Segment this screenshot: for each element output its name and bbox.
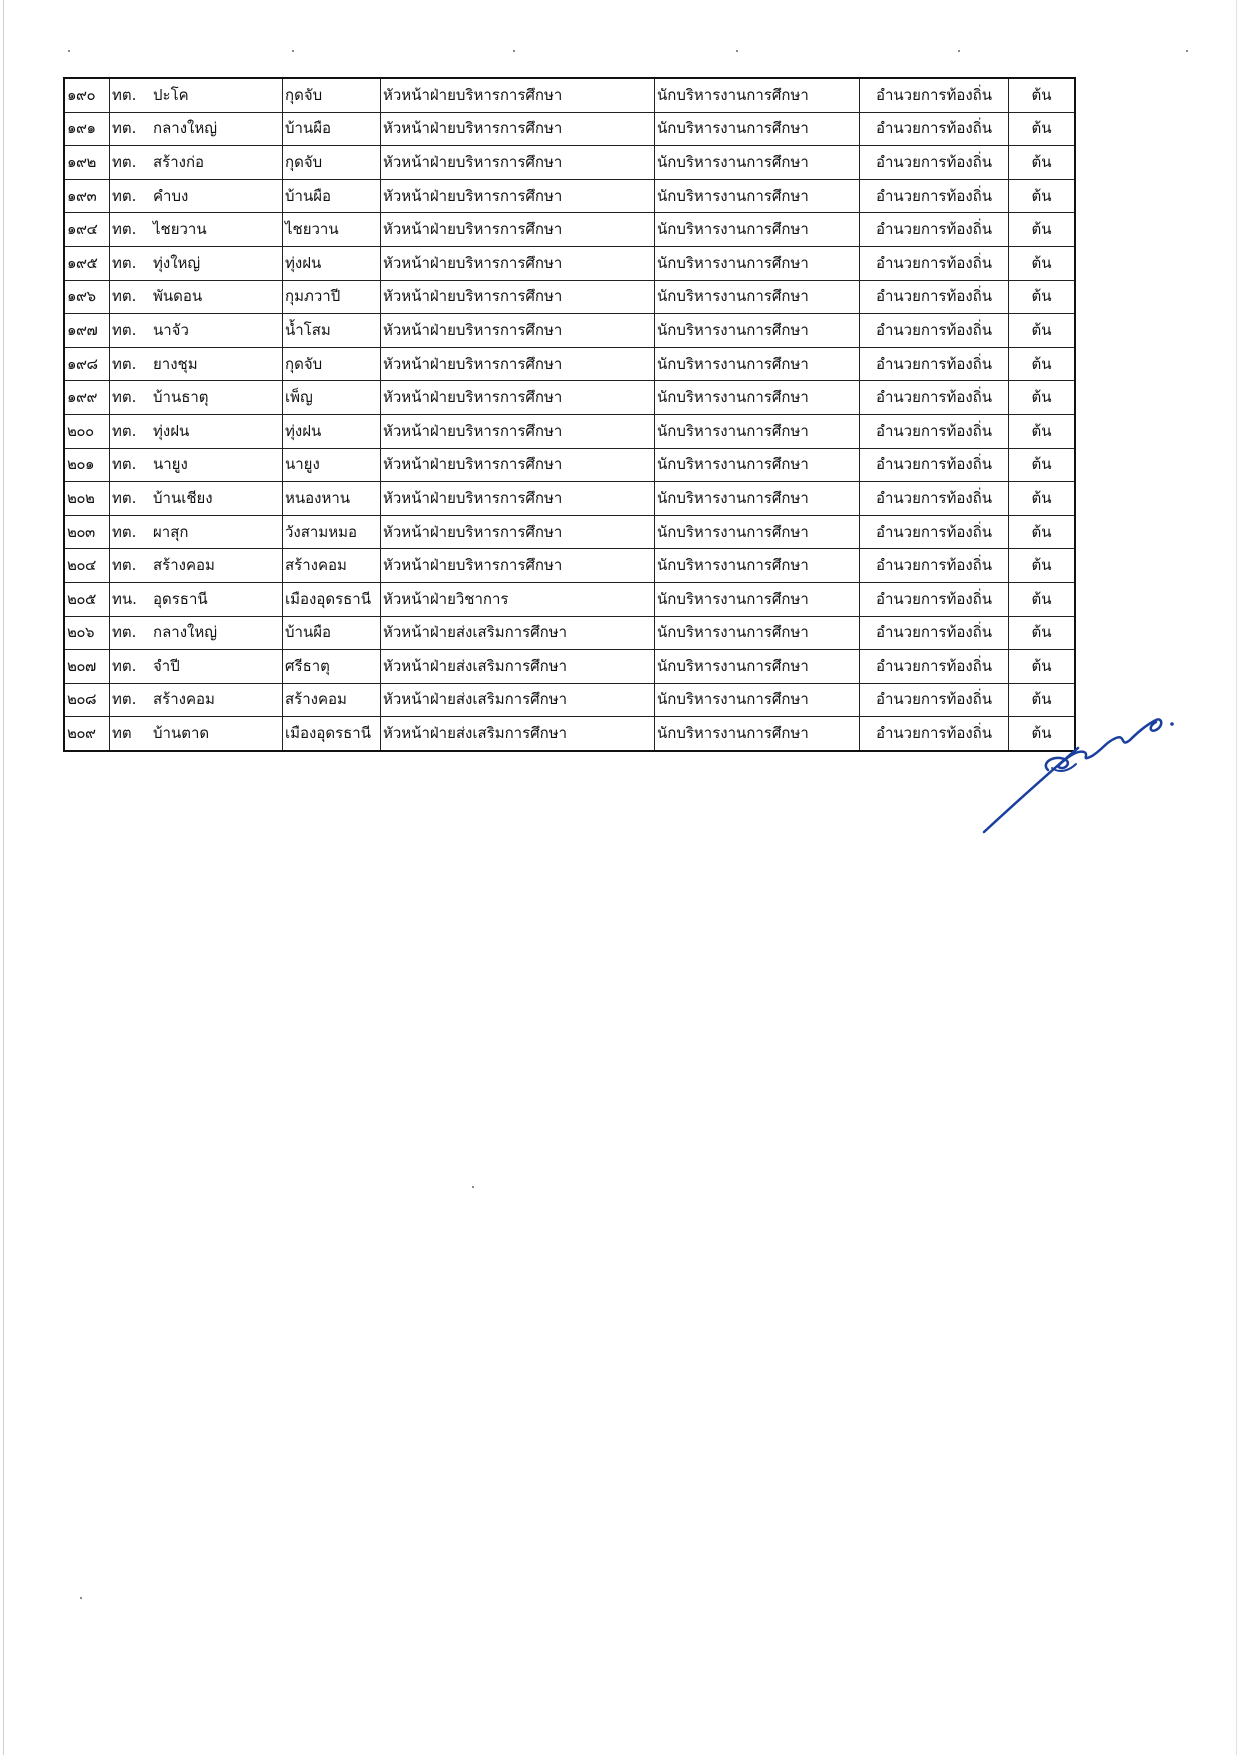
position-line-cell: นักบริหารงานการศึกษา <box>655 515 860 549</box>
position-level-cell: ต้น <box>1009 179 1076 213</box>
position-level-cell: ต้น <box>1009 650 1076 684</box>
scan-speck <box>1186 50 1188 52</box>
table-row <box>64 482 1075 516</box>
table-row <box>64 717 1075 751</box>
scan-speck <box>958 50 960 52</box>
row-number-cell: ๑๙๐ <box>64 78 110 112</box>
position-line-cell: นักบริหารงานการศึกษา <box>655 347 860 381</box>
position-level-cell: ต้น <box>1009 482 1076 516</box>
org-type-cell: ทต. <box>110 683 152 717</box>
position-level-cell: ต้น <box>1009 213 1076 247</box>
position-level-cell: ต้น <box>1009 582 1076 616</box>
org-type-cell: ทต. <box>110 549 152 583</box>
table-row <box>64 78 1075 112</box>
org-name-cell: สร้างก่อ <box>151 146 283 180</box>
position-group-cell: อำนวยการท้องถิ่น <box>860 650 1009 684</box>
position-line-cell: นักบริหารงานการศึกษา <box>655 213 860 247</box>
position-title-cell: หัวหน้าฝ่ายบริหารการศึกษา <box>381 213 655 247</box>
district-cell: หนองหาน <box>283 482 381 516</box>
position-title-cell: หัวหน้าฝ่ายบริหารการศึกษา <box>381 246 655 280</box>
org-name-cell: คำบง <box>151 179 283 213</box>
table-row <box>64 683 1075 717</box>
org-name-cell: บ้านธาตุ <box>151 381 283 415</box>
position-group-cell: อำนวยการท้องถิ่น <box>860 246 1009 280</box>
position-title-cell: หัวหน้าฝ่ายบริหารการศึกษา <box>381 381 655 415</box>
position-group-cell: อำนวยการท้องถิ่น <box>860 717 1009 751</box>
position-line-cell: นักบริหารงานการศึกษา <box>655 582 860 616</box>
table-row <box>64 146 1075 180</box>
position-title-cell: หัวหน้าฝ่ายบริหารการศึกษา <box>381 482 655 516</box>
position-level-cell: ต้น <box>1009 515 1076 549</box>
org-type-cell: ทต. <box>110 650 152 684</box>
org-type-cell: ทต. <box>110 213 152 247</box>
position-group-cell: อำนวยการท้องถิ่น <box>860 482 1009 516</box>
district-cell: ไชยวาน <box>283 213 381 247</box>
table-row <box>64 314 1075 348</box>
table-row <box>64 549 1075 583</box>
position-group-cell: อำนวยการท้องถิ่น <box>860 78 1009 112</box>
position-group-cell: อำนวยการท้องถิ่น <box>860 314 1009 348</box>
position-level-cell: ต้น <box>1009 78 1076 112</box>
table-row <box>64 582 1075 616</box>
org-type-cell: ทต. <box>110 482 152 516</box>
position-title-cell: หัวหน้าฝ่ายบริหารการศึกษา <box>381 78 655 112</box>
position-line-cell: นักบริหารงานการศึกษา <box>655 650 860 684</box>
district-cell: บ้านผือ <box>283 179 381 213</box>
signature-icon <box>980 690 1200 840</box>
org-type-cell: ทน. <box>110 582 152 616</box>
position-line-cell: นักบริหารงานการศึกษา <box>655 280 860 314</box>
org-type-cell: ทต. <box>110 616 152 650</box>
org-type-cell: ทต. <box>110 146 152 180</box>
org-name-cell: นายูง <box>151 448 283 482</box>
org-type-cell: ทต. <box>110 448 152 482</box>
position-group-cell: อำนวยการท้องถิ่น <box>860 448 1009 482</box>
org-type-cell: ทต. <box>110 381 152 415</box>
position-title-cell: หัวหน้าฝ่ายบริหารการศึกษา <box>381 414 655 448</box>
row-number-cell: ๒๐๓ <box>64 515 110 549</box>
position-line-cell: นักบริหารงานการศึกษา <box>655 146 860 180</box>
position-line-cell: นักบริหารงานการศึกษา <box>655 717 860 751</box>
table-row <box>64 650 1075 684</box>
row-number-cell: ๒๐๗ <box>64 650 110 684</box>
table-row <box>64 280 1075 314</box>
row-number-cell: ๒๐๒ <box>64 482 110 516</box>
org-type-cell: ทต <box>110 717 152 751</box>
row-number-cell: ๒๐๐ <box>64 414 110 448</box>
district-cell: นายูง <box>283 448 381 482</box>
org-name-cell: นาจัว <box>151 314 283 348</box>
position-group-cell: อำนวยการท้องถิ่น <box>860 414 1009 448</box>
position-group-cell: อำนวยการท้องถิ่น <box>860 683 1009 717</box>
district-cell: ทุ่งฝน <box>283 414 381 448</box>
org-name-cell: ผาสุก <box>151 515 283 549</box>
row-number-cell: ๒๐๕ <box>64 582 110 616</box>
district-cell: วังสามหมอ <box>283 515 381 549</box>
scan-speck <box>68 50 70 52</box>
district-cell: ศรีธาตุ <box>283 650 381 684</box>
district-cell: บ้านผือ <box>283 616 381 650</box>
district-cell: น้ำโสม <box>283 314 381 348</box>
district-cell: เมืองอุดรธานี <box>283 717 381 751</box>
org-name-cell: อุดรธานี <box>151 582 283 616</box>
row-number-cell: ๑๙๘ <box>64 347 110 381</box>
table-row <box>64 179 1075 213</box>
position-line-cell: นักบริหารงานการศึกษา <box>655 246 860 280</box>
position-title-cell: หัวหน้าฝ่ายส่งเสริมการศึกษา <box>381 717 655 751</box>
org-name-cell: ทุ่งใหญ่ <box>151 246 283 280</box>
position-line-cell: นักบริหารงานการศึกษา <box>655 179 860 213</box>
district-cell: กุดจับ <box>283 146 381 180</box>
position-line-cell: นักบริหารงานการศึกษา <box>655 78 860 112</box>
position-line-cell: นักบริหารงานการศึกษา <box>655 482 860 516</box>
position-level-cell: ต้น <box>1009 381 1076 415</box>
position-line-cell: นักบริหารงานการศึกษา <box>655 448 860 482</box>
position-level-cell: ต้น <box>1009 146 1076 180</box>
position-group-cell: อำนวยการท้องถิ่น <box>860 112 1009 146</box>
position-line-cell: นักบริหารงานการศึกษา <box>655 683 860 717</box>
position-group-cell: อำนวยการท้องถิ่น <box>860 347 1009 381</box>
position-level-cell: ต้น <box>1009 414 1076 448</box>
table-row <box>64 112 1075 146</box>
org-name-cell: สร้างคอม <box>151 549 283 583</box>
org-name-cell: ทุ่งฝน <box>151 414 283 448</box>
scan-speck <box>292 50 294 52</box>
org-name-cell: บ้านเชียง <box>151 482 283 516</box>
page-right-edge <box>1236 0 1237 1755</box>
table-row <box>64 213 1075 247</box>
position-title-cell: หัวหน้าฝ่ายบริหารการศึกษา <box>381 146 655 180</box>
org-name-cell: กลางใหญ่ <box>151 112 283 146</box>
row-number-cell: ๑๙๑ <box>64 112 110 146</box>
position-group-cell: อำนวยการท้องถิ่น <box>860 616 1009 650</box>
position-title-cell: หัวหน้าฝ่ายส่งเสริมการศึกษา <box>381 616 655 650</box>
row-number-cell: ๑๙๗ <box>64 314 110 348</box>
position-title-cell: หัวหน้าฝ่ายบริหารการศึกษา <box>381 448 655 482</box>
position-title-cell: หัวหน้าฝ่ายส่งเสริมการศึกษา <box>381 683 655 717</box>
org-type-cell: ทต. <box>110 78 152 112</box>
position-level-cell: ต้น <box>1009 347 1076 381</box>
table-row <box>64 448 1075 482</box>
table-row <box>64 414 1075 448</box>
staff-table <box>63 77 1076 752</box>
district-cell: สร้างคอม <box>283 549 381 583</box>
position-group-cell: อำนวยการท้องถิ่น <box>860 582 1009 616</box>
row-number-cell: ๒๐๑ <box>64 448 110 482</box>
position-level-cell: ต้น <box>1009 448 1076 482</box>
scan-speck <box>513 50 515 52</box>
table-row <box>64 246 1075 280</box>
position-title-cell: หัวหน้าฝ่ายวิชาการ <box>381 582 655 616</box>
district-cell: กุมภวาปี <box>283 280 381 314</box>
table-row <box>64 515 1075 549</box>
row-number-cell: ๑๙๓ <box>64 179 110 213</box>
district-cell: กุดจับ <box>283 347 381 381</box>
row-number-cell: ๒๐๖ <box>64 616 110 650</box>
row-number-cell: ๒๐๘ <box>64 683 110 717</box>
staff-table-body <box>64 78 1075 751</box>
table-row <box>64 616 1075 650</box>
position-level-cell: ต้น <box>1009 112 1076 146</box>
org-name-cell: ปะโค <box>151 78 283 112</box>
position-level-cell: ต้น <box>1009 549 1076 583</box>
position-title-cell: หัวหน้าฝ่ายบริหารการศึกษา <box>381 280 655 314</box>
row-number-cell: ๑๙๔ <box>64 213 110 247</box>
org-type-cell: ทต. <box>110 414 152 448</box>
position-title-cell: หัวหน้าฝ่ายบริหารการศึกษา <box>381 179 655 213</box>
position-level-cell: ต้น <box>1009 683 1076 717</box>
org-name-cell: พันดอน <box>151 280 283 314</box>
position-group-cell: อำนวยการท้องถิ่น <box>860 280 1009 314</box>
org-type-cell: ทต. <box>110 515 152 549</box>
position-level-cell: ต้น <box>1009 717 1076 751</box>
position-group-cell: อำนวยการท้องถิ่น <box>860 213 1009 247</box>
district-cell: เมืองอุดรธานี <box>283 582 381 616</box>
row-number-cell: ๒๐๔ <box>64 549 110 583</box>
org-name-cell: จำปี <box>151 650 283 684</box>
org-type-cell: ทต. <box>110 179 152 213</box>
table-row <box>64 381 1075 415</box>
district-cell: ทุ่งฝน <box>283 246 381 280</box>
row-number-cell: ๑๙๕ <box>64 246 110 280</box>
org-name-cell: ยางชุม <box>151 347 283 381</box>
position-line-cell: นักบริหารงานการศึกษา <box>655 314 860 348</box>
position-line-cell: นักบริหารงานการศึกษา <box>655 414 860 448</box>
row-number-cell: ๑๙๒ <box>64 146 110 180</box>
position-group-cell: อำนวยการท้องถิ่น <box>860 179 1009 213</box>
position-level-cell: ต้น <box>1009 314 1076 348</box>
position-title-cell: หัวหน้าฝ่ายบริหารการศึกษา <box>381 314 655 348</box>
position-line-cell: นักบริหารงานการศึกษา <box>655 381 860 415</box>
position-line-cell: นักบริหารงานการศึกษา <box>655 549 860 583</box>
scan-speck <box>472 1186 474 1188</box>
position-group-cell: อำนวยการท้องถิ่น <box>860 515 1009 549</box>
district-cell: สร้างคอม <box>283 683 381 717</box>
position-line-cell: นักบริหารงานการศึกษา <box>655 112 860 146</box>
position-line-cell: นักบริหารงานการศึกษา <box>655 616 860 650</box>
position-title-cell: หัวหน้าฝ่ายบริหารการศึกษา <box>381 112 655 146</box>
district-cell: กุดจับ <box>283 78 381 112</box>
district-cell: เพ็ญ <box>283 381 381 415</box>
org-type-cell: ทต. <box>110 314 152 348</box>
org-name-cell: สร้างคอม <box>151 683 283 717</box>
row-number-cell: ๑๙๙ <box>64 381 110 415</box>
org-name-cell: บ้านตาด <box>151 717 283 751</box>
row-number-cell: ๒๐๙ <box>64 717 110 751</box>
table-row <box>64 347 1075 381</box>
position-title-cell: หัวหน้าฝ่ายบริหารการศึกษา <box>381 347 655 381</box>
position-title-cell: หัวหน้าฝ่ายส่งเสริมการศึกษา <box>381 650 655 684</box>
position-level-cell: ต้น <box>1009 616 1076 650</box>
position-level-cell: ต้น <box>1009 280 1076 314</box>
org-type-cell: ทต. <box>110 246 152 280</box>
scan-speck <box>80 1597 82 1599</box>
position-title-cell: หัวหน้าฝ่ายบริหารการศึกษา <box>381 515 655 549</box>
org-type-cell: ทต. <box>110 347 152 381</box>
page-left-edge <box>3 0 4 1755</box>
position-level-cell: ต้น <box>1009 246 1076 280</box>
scan-speck <box>736 50 738 52</box>
org-name-cell: กลางใหญ่ <box>151 616 283 650</box>
org-type-cell: ทต. <box>110 280 152 314</box>
org-type-cell: ทต. <box>110 112 152 146</box>
position-title-cell: หัวหน้าฝ่ายบริหารการศึกษา <box>381 549 655 583</box>
position-group-cell: อำนวยการท้องถิ่น <box>860 381 1009 415</box>
position-group-cell: อำนวยการท้องถิ่น <box>860 146 1009 180</box>
org-name-cell: ไชยวาน <box>151 213 283 247</box>
row-number-cell: ๑๙๖ <box>64 280 110 314</box>
district-cell: บ้านผือ <box>283 112 381 146</box>
position-group-cell: อำนวยการท้องถิ่น <box>860 549 1009 583</box>
